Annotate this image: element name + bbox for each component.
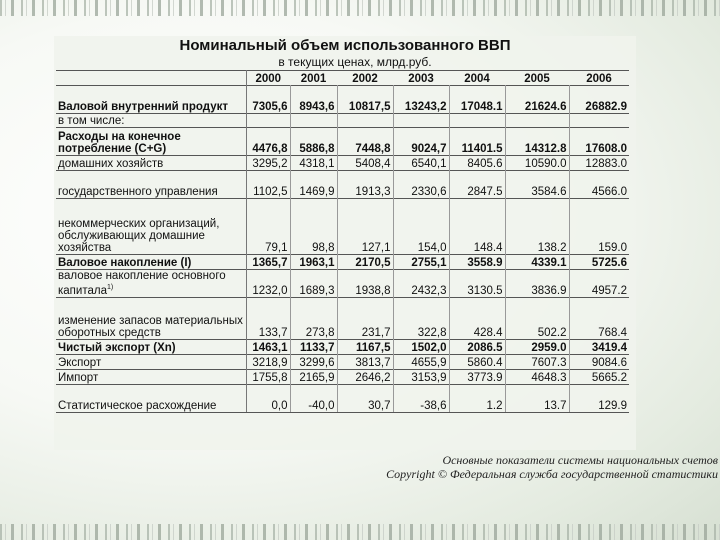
value-cell-2000 [246,114,290,128]
source-line-1: Основные показатели системы национальных счетов [442,453,718,467]
year-header-2003: 2003 [393,71,449,86]
value-cell-2005: 4339.1 [505,255,569,270]
value-cell-2001: 1963,1 [290,255,337,270]
table-row [56,171,629,199]
table-title: Номинальный объем использованного ВВП [179,37,511,54]
row-label-text: Расходы на конечное потребление (С+G) [58,131,181,155]
value-cell-2001: 1469,9 [290,171,337,199]
value-cell-2002: 231,7 [337,298,393,340]
row-label-text: Валовое накопление (I) [58,257,192,269]
value-cell-2002: 2646,2 [337,370,393,385]
value-cell-2001: 98,8 [290,199,337,255]
year-header-2006: 2006 [569,71,629,86]
value-cell-2003: 3153,9 [393,370,449,385]
value-cell-2005: 21624.6 [505,86,569,114]
value-cell-2003: 322,8 [393,298,449,340]
row-label [56,355,246,370]
value-cell-2002: 3813,7 [337,355,393,370]
value-cell-2000: 0,0 [246,385,290,413]
value-cell-2006: 4566.0 [569,171,629,199]
value-cell-2005: 10590.0 [505,156,569,171]
value-cell-2006: 768.4 [569,298,629,340]
row-label [56,114,246,128]
gdp-table [56,70,629,413]
table-row [56,370,629,385]
value-cell-2006: 3419.4 [569,340,629,355]
value-cell-2002: 1913,3 [337,171,393,199]
header-corner-cell [56,71,246,86]
value-cell-2005: 2959.0 [505,340,569,355]
row-label-text: Экспорт [58,357,102,369]
value-cell-2002: 127,1 [337,199,393,255]
value-cell-2002: 1167,5 [337,340,393,355]
value-cell-2005: 3836.9 [505,270,569,298]
row-label-text: Валовой внутренний продукт [58,101,228,113]
row-label [56,270,246,298]
row-label [56,156,246,171]
value-cell-2006: 12883.0 [569,156,629,171]
value-cell-2002: 1938,8 [337,270,393,298]
value-cell-2001: -40,0 [290,385,337,413]
value-cell-2004: 11401.5 [449,128,505,156]
footnote-marker: 1) [106,284,114,291]
value-cell-2004: 8405.6 [449,156,505,171]
value-cell-2006: 26882.9 [569,86,629,114]
value-cell-2004: 1.2 [449,385,505,413]
value-cell-2001: 273,8 [290,298,337,340]
value-cell-2004: 2847.5 [449,171,505,199]
value-cell-2001: 2165,9 [290,370,337,385]
value-cell-2005: 4648.3 [505,370,569,385]
source-line-2: Copyright © Федеральная служба государственной статистики [386,467,718,481]
value-cell-2003: 154,0 [393,199,449,255]
year-header-2005: 2005 [505,71,569,86]
row-label [56,255,246,270]
value-cell-2003: 2432,3 [393,270,449,298]
value-cell-2005: 138.2 [505,199,569,255]
value-cell-2005: 3584.6 [505,171,569,199]
value-cell-2001: 1689,3 [290,270,337,298]
value-cell-2006: 9084.6 [569,355,629,370]
value-cell-2006: 17608.0 [569,128,629,156]
row-label [56,340,246,355]
value-cell-2001: 1133,7 [290,340,337,355]
value-cell-2002: 5408,4 [337,156,393,171]
value-cell-2003: 1502,0 [393,340,449,355]
value-cell-2003: -38,6 [393,385,449,413]
year-header-2001: 2001 [290,71,337,86]
row-label [56,128,246,156]
row-label-text: изменение запасов материальных оборотных средств [58,315,243,339]
value-cell-2002: 30,7 [337,385,393,413]
table-row [56,385,629,413]
value-cell-2005: 14312.8 [505,128,569,156]
value-cell-2000: 133,7 [246,298,290,340]
value-cell-2001: 5886,8 [290,128,337,156]
value-cell-2005: 13.7 [505,385,569,413]
value-cell-2005: 502.2 [505,298,569,340]
value-cell-2002 [337,114,393,128]
value-cell-2001: 8943,6 [290,86,337,114]
value-cell-2006: 4957.2 [569,270,629,298]
value-cell-2005: 7607.3 [505,355,569,370]
value-cell-2000: 79,1 [246,199,290,255]
row-label [56,298,246,340]
row-label [56,86,246,114]
value-cell-2005 [505,114,569,128]
value-cell-2001: 4318,1 [290,156,337,171]
value-cell-2000: 1365,7 [246,255,290,270]
table-row [56,199,629,255]
year-header-2004: 2004 [449,71,505,86]
row-label-text: государственного управления [58,186,218,198]
year-header-row [56,71,629,86]
value-cell-2004: 17048.1 [449,86,505,114]
value-cell-2006: 5665.2 [569,370,629,385]
table-row [56,128,629,156]
value-cell-2000: 4476,8 [246,128,290,156]
value-cell-2003: 9024,7 [393,128,449,156]
table-subtitle: в текущих ценах, млрд.руб. [278,55,432,69]
bottom-decorative-stripe [0,524,720,540]
value-cell-2003: 6540,1 [393,156,449,171]
value-cell-2003: 2755,1 [393,255,449,270]
value-cell-2003: 2330,6 [393,171,449,199]
value-cell-2002: 7448,8 [337,128,393,156]
row-label-text: валовое накопление основного капитала [58,270,226,297]
row-label-text: в том числе: [58,115,125,127]
row-label-text: Импорт [58,372,99,384]
table-row [56,340,629,355]
row-label-text: Чистый экспорт (Xn) [58,342,176,354]
value-cell-2004: 148.4 [449,199,505,255]
value-cell-2004: 3558.9 [449,255,505,270]
table-row [56,86,629,114]
row-label-text: Статистическое расхождение [58,400,217,412]
row-label [56,199,246,255]
value-cell-2001 [290,114,337,128]
table-row [56,114,629,128]
year-header-2002: 2002 [337,71,393,86]
table-row [56,298,629,340]
row-label-text: домашних хозяйств [58,158,164,170]
top-decorative-stripe [0,0,720,16]
value-cell-2000: 7305,6 [246,86,290,114]
value-cell-2003 [393,114,449,128]
value-cell-2004: 428.4 [449,298,505,340]
value-cell-2006: 5725.6 [569,255,629,270]
row-label [56,385,246,413]
row-label [56,370,246,385]
table-row [56,156,629,171]
value-cell-2000: 3295,2 [246,156,290,171]
row-label-text: некоммерческих организаций, обслуживающих домашние хозяйства [58,218,220,254]
table-row [56,355,629,370]
year-header-2000: 2000 [246,71,290,86]
value-cell-2003: 13243,2 [393,86,449,114]
value-cell-2004: 3130.5 [449,270,505,298]
value-cell-2000: 1232,0 [246,270,290,298]
value-cell-2000: 3218,9 [246,355,290,370]
value-cell-2000: 1755,8 [246,370,290,385]
value-cell-2004 [449,114,505,128]
value-cell-2006 [569,114,629,128]
value-cell-2000: 1463,1 [246,340,290,355]
row-label [56,171,246,199]
table-row [56,255,629,270]
value-cell-2004: 5860.4 [449,355,505,370]
value-cell-2003: 4655,9 [393,355,449,370]
value-cell-2001: 3299,6 [290,355,337,370]
value-cell-2006: 129.9 [569,385,629,413]
value-cell-2000: 1102,5 [246,171,290,199]
value-cell-2004: 2086.5 [449,340,505,355]
value-cell-2002: 10817,5 [337,86,393,114]
value-cell-2004: 3773.9 [449,370,505,385]
value-cell-2002: 2170,5 [337,255,393,270]
table-row [56,270,629,298]
value-cell-2006: 159.0 [569,199,629,255]
